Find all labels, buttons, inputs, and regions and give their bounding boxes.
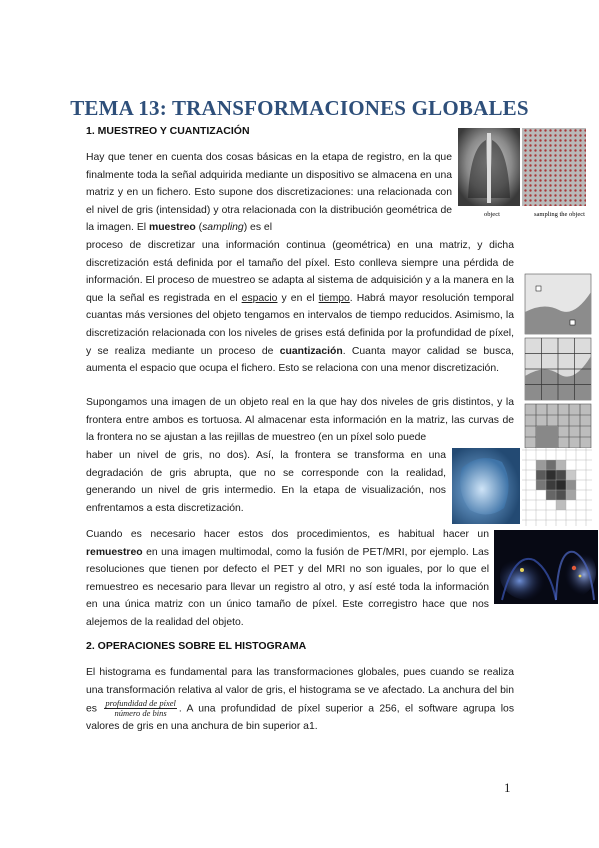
bin-width-formula: $\frac{\text{profundidad de píxel}}{\text{número de bins}}$ <box>105 698 176 719</box>
xray-sampling-figure <box>458 128 586 224</box>
pet-mri-figure <box>494 530 598 604</box>
term-sampling: sampling <box>202 222 244 234</box>
paragraph-remuestreo: Cuando es necesario hacer estos dos procedimientos, es habitual hacer un remuestreo en una imagen multimodal, como la fusión de PET/MRI, por ejemplo. Las resoluciones que tienen por defecto el PET y del MRI no son iguales, por lo que el remuestreo es necesario para llevar un registro al otro, y así esté toda la información en una única matriz con un único tamaño de píxel. Este corregistro hace que nos alejemos de la realidad del objeto. <box>86 529 490 628</box>
page-title: TEMA 13: TRANSFORMACIONES GLOBALES <box>70 96 529 120</box>
paragraph-registro: Hay que tener en cuenta dos cosas básicas en la etapa de registro, en la que finalmente toda la señal adquirida mediante un dispositivo se almacena en una matriz y en un fichero. Esto supone dos discretizaciones: una relacionada con el nivel de gris (intensidad) y otra relacionada con la distribución geométrica de la imagen. El muestreo (sampling) es el <box>86 152 452 234</box>
figure-caption-sampling: sampling the object <box>534 211 585 218</box>
link-tiempo: tiempo <box>318 292 350 304</box>
section-heading-histograma: 2. OPERACIONES SOBRE EL HISTOGRAMA <box>86 640 307 652</box>
pixelated-figure <box>522 448 592 526</box>
link-espacio: espacio <box>241 292 278 304</box>
paragraph-histograma: El histograma es fundamental para las transformaciones globales, pues cuando se realiza una transformación relativa al valor de gris, el histograma se ve afectado. La anchura del bin es $\frac{\text{profundidad de píxel}}{\text{número de bins}}$ . A una profundidad de píxel superior a 256, el software agrupa los valores de gris en una anchura de bin superior a1. <box>86 667 515 733</box>
paragraph-muestreo: proceso de discretizar una información continua (geométrica) en una matriz, y dicha discretización está definida por el tamaño del píxel. Esto conlleva siempre una pérdida de información. El proceso de muestreo se adapta al sistema de adquisición y a la manera en la que la señal es registrada en el espacio y en el tiempo. Habrá mayor resolución temporal cuantas más versiones del objeto tengamos en intervalos de tiempo reducidos. Asimismo, la discretización relacionada con los niveles de grises está definida por la profundidad de píxel, y se realiza mediante un proceso de cuantización. Cuanta mayor calidad se busca, aumenta el espacio que ocupa el fichero. Esto se relaciona con una menor discretización. <box>86 240 515 375</box>
section-heading-muestreo: 1. MUESTREO Y CUANTIZACIÓN <box>86 125 250 137</box>
term-muestreo: muestreo <box>148 222 196 234</box>
figure-caption-object: object <box>484 211 500 218</box>
blob-figure <box>452 448 520 524</box>
term-remuestreo: remuestreo <box>86 546 143 558</box>
paragraph-frontera-b: haber un nivel de gris, no dos). Así, la frontera se transforma en una degradación de gris abrupta, que no se corresponde con la realidad, generando un nivel de gris intermedio. En la etapa de visualización, nos enfrentamos a esta discretización. <box>86 450 446 514</box>
paragraph-frontera-a: Supongamos una imagen de un objeto real en la que hay dos niveles de gris distintos, y la frontera entre ambos es tortuosa. Al almacenar esta información en la matriz, las curvas de la frontera no se ajustan a las rejillas de muestreo (en un píxel solo puede <box>86 397 515 444</box>
term-cuantizacion: cuantización <box>279 345 343 357</box>
page-number: 1 <box>504 780 511 795</box>
